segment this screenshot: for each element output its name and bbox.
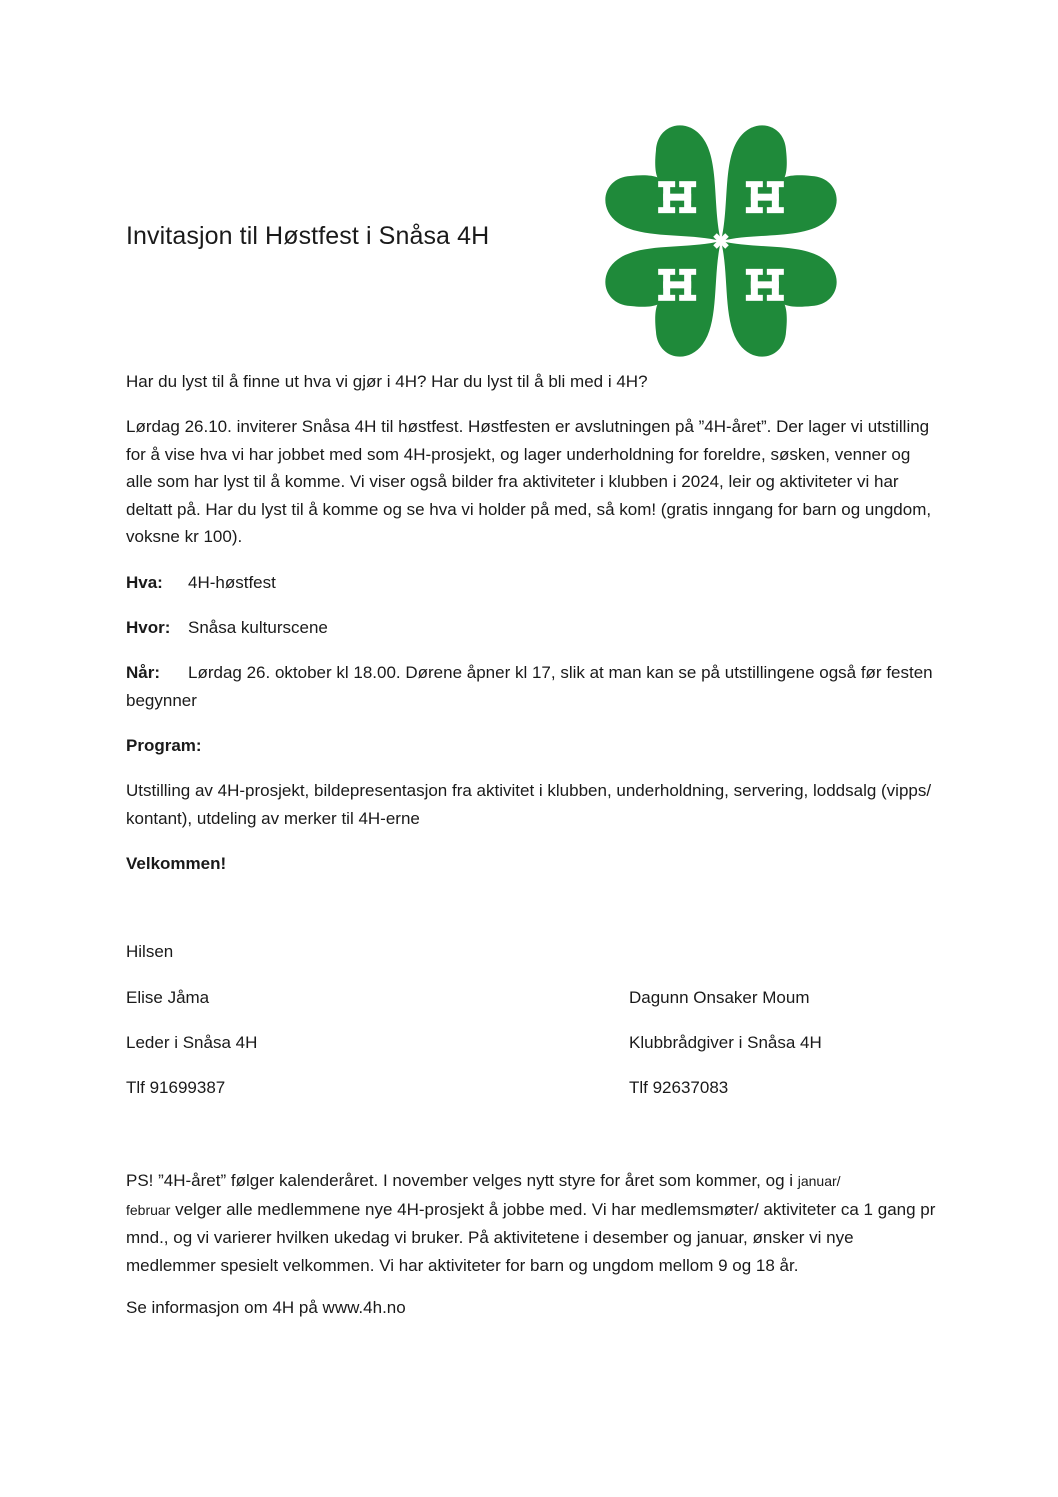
detail-hvor-label: Hvor: — [126, 618, 171, 637]
detail-hva — [126, 569, 936, 597]
ps-small-januar: januar/ — [797, 1173, 841, 1189]
detail-hvor — [126, 614, 936, 642]
footer-info: Se informasjon om 4H på www.4h.no — [126, 1298, 406, 1317]
signer-1-role: Leder i Snåsa 4H — [126, 1033, 258, 1052]
intro-text: Har du lyst til å finne ut hva vi gjør i 4H? Har du lyst til å bli med i 4H? — [126, 372, 648, 391]
detail-hva-value: 4H-høstfest — [188, 573, 276, 592]
program-text: Utstilling av 4H-prosjekt, bildepresentasjon fra aktivitet i klubben, underholdning, servering, loddsalg (vipps/ kontant), utdeling av merker til 4H-erne — [126, 781, 932, 828]
ps-note — [126, 1167, 936, 1279]
detail-naar — [126, 659, 936, 714]
detail-hva-label: Hva: — [126, 573, 163, 592]
signer-2-name: Dagunn Onsaker Moum — [629, 988, 810, 1007]
welcome-text: Velkommen! — [126, 854, 227, 873]
greeting: Hilsen — [126, 942, 174, 961]
event-description: Lørdag 26.10. inviterer Snåsa 4H til høstfest. Høstfesten er avslutningen på ”4H-året”. Der lager vi utstilling for å vise hva vi har jobbet med som 4H-prosjekt, og lager underholdning for foreldre, søsken, venner og alle som har lyst til å komme. Vi viser også bilder fra aktiviteter i klubben i 2024, leir og aktiviteter vi har deltatt på. Har du lyst til å komme og se hva vi holder på med, så kom! (gratis inngang for barn og ungdom, voksne kr 100). — [126, 417, 932, 546]
signer-2-role: Klubbrådgiver i Snåsa 4H — [629, 1033, 822, 1052]
signer-2-phone: Tlf 92637083 — [629, 1078, 729, 1097]
detail-naar-label: Når: — [126, 663, 161, 682]
signer-1-name: Elise Jåma — [126, 988, 210, 1007]
signer-1-phone: Tlf 91699387 — [126, 1078, 226, 1097]
document-title: Invitasjon til Høstfest i Snåsa 4H — [126, 222, 490, 250]
program-heading: Program: — [126, 736, 202, 755]
ps-part-1: PS! ”4H-året” følger kalenderåret. I november velges nytt styre for året som kommer, og i — [126, 1171, 798, 1190]
four-leaf-clover-logo-icon — [598, 122, 844, 360]
ps-part-2: velger alle medlemmene nye 4H-prosjekt å jobbe med. Vi har medlemsmøter/ aktiviteter ca 1 gang pr mnd., og vi varierer hvilken ukedag vi bruker. På aktivitetene i desember og januar, ønsker vi nye medlemmer spesielt velkommen. Vi har aktiviteter for barn og ungdom mellom 9 og 18 år. — [126, 1199, 936, 1275]
detail-hvor-value: Snåsa kulturscene — [188, 618, 328, 637]
detail-naar-value: Lørdag 26. oktober kl 18.00. Dørene åpner kl 17, slik at man kan se på utstillingene også før festen begynner — [126, 663, 933, 710]
ps-small-februar: februar — [126, 1201, 171, 1218]
